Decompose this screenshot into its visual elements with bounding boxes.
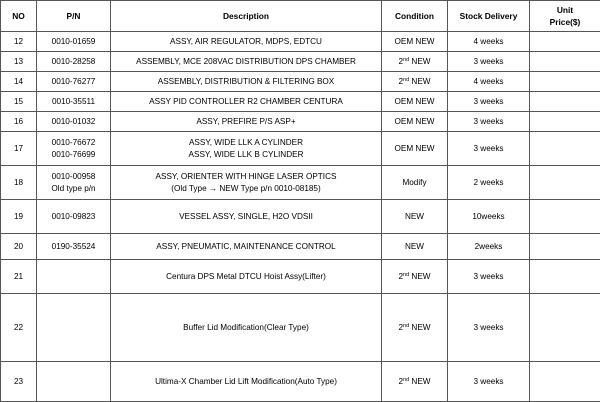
row-unit-price	[530, 112, 600, 132]
table-row	[1, 112, 600, 132]
row-stock-delivery: 3 weeks	[448, 52, 530, 72]
row-unit-price	[530, 260, 600, 294]
table-row	[1, 362, 600, 402]
row-unit-price	[530, 132, 600, 166]
row-no: 22	[1, 294, 37, 362]
row-no: 21	[1, 260, 37, 294]
table-row	[1, 260, 600, 294]
row-pn	[37, 294, 111, 362]
row-pn	[37, 362, 111, 402]
row-condition: OEM NEW	[382, 132, 448, 166]
row-pn	[37, 32, 111, 52]
row-pn-line-1: 0010-76277	[51, 76, 96, 86]
row-condition: NEW	[382, 200, 448, 234]
row-unit-price	[530, 32, 600, 52]
header-row	[1, 1, 600, 32]
col-no-header: NO	[1, 1, 37, 32]
row-description	[111, 166, 382, 200]
row-no: 19	[1, 200, 37, 234]
row-description-line-1: Centura DPS Metal DTCU Hoist Assy(Lifter)	[166, 271, 326, 281]
row-description	[111, 52, 382, 72]
row-description-line-1: ASSY, AIR REGULATOR, MDPS, EDTCU	[170, 36, 322, 46]
row-no: 15	[1, 92, 37, 112]
row-description-line-1: ASSEMBLY, DISTRIBUTION & FILTERING BOX	[157, 76, 335, 86]
row-description	[111, 362, 382, 402]
row-no: 13	[1, 52, 37, 72]
col-condition-header: Condition	[382, 1, 448, 32]
row-description-line-1: Ultima-X Chamber Lid Lift Modification(Auto Type)	[155, 376, 337, 386]
table-row	[1, 92, 600, 112]
row-condition: 2nd NEW	[382, 72, 448, 92]
row-condition: OEM NEW	[382, 32, 448, 52]
row-stock-delivery: 3 weeks	[448, 260, 530, 294]
row-description-line-1: ASSY, WIDE LLK A CYLINDER	[188, 137, 304, 147]
row-description-line-1: ASSY, PNEUMATIC, MAINTENANCE CONTROL	[156, 241, 336, 251]
row-description	[111, 260, 382, 294]
row-stock-delivery: 4 weeks	[448, 72, 530, 92]
row-stock-delivery: 3 weeks	[448, 132, 530, 166]
row-description-line-2: (Old Type → NEW Type p/n 0010-08185)	[171, 183, 321, 193]
row-description-line-1: ASSY, PREFIRE P/S ASP+	[196, 116, 296, 126]
row-description	[111, 200, 382, 234]
row-stock-delivery: 3 weeks	[448, 362, 530, 402]
row-no: 23	[1, 362, 37, 402]
row-pn	[37, 72, 111, 92]
table-row	[1, 200, 600, 234]
row-condition: NEW	[382, 234, 448, 260]
row-unit-price	[530, 92, 600, 112]
row-unit-price	[530, 52, 600, 72]
col-stock-delivery-header: Stock Delivery	[448, 1, 530, 32]
table-row	[1, 32, 600, 52]
row-no: 16	[1, 112, 37, 132]
row-unit-price	[530, 166, 600, 200]
row-pn-line-1: 0010-01032	[51, 116, 96, 126]
row-description-line-1: Buffer Lid Modification(Clear Type)	[183, 322, 309, 332]
row-description-line-1: VESSEL ASSY, SINGLE, H2O VDSII	[179, 211, 313, 221]
row-pn-line-1: 0010-28258	[51, 56, 96, 66]
col-description-header: Description	[111, 1, 382, 32]
row-stock-delivery: 2weeks	[448, 234, 530, 260]
row-description	[111, 92, 382, 112]
row-no: 18	[1, 166, 37, 200]
row-unit-price	[530, 72, 600, 92]
row-pn	[37, 200, 111, 234]
row-condition: OEM NEW	[382, 112, 448, 132]
row-description-line-1: ASSEMBLY, MCE 208VAC DISTRIBUTION DPS CHAMBER	[136, 56, 356, 66]
row-stock-delivery: 10weeks	[448, 200, 530, 234]
row-no: 12	[1, 32, 37, 52]
row-pn-line-1: 0010-00958	[51, 171, 96, 181]
row-pn-line-1: 0010-35511	[51, 96, 96, 106]
row-pn-line-2: Old type p/n	[51, 183, 96, 193]
row-pn-line-1: 0010-09823	[51, 211, 96, 221]
row-pn-line-1: 0010-76672	[51, 137, 96, 147]
row-pn	[37, 234, 111, 260]
table-body	[1, 32, 600, 402]
row-pn-line-1: 0010-01659	[51, 36, 96, 46]
row-stock-delivery: 2 weeks	[448, 166, 530, 200]
row-pn	[37, 166, 111, 200]
row-description-line-2: ASSY, WIDE LLK B CYLINDER	[188, 149, 304, 159]
row-pn	[37, 92, 111, 112]
row-condition: Modify	[382, 166, 448, 200]
row-condition: 2nd NEW	[382, 52, 448, 72]
row-condition: 2nd NEW	[382, 294, 448, 362]
row-description	[111, 112, 382, 132]
row-description	[111, 132, 382, 166]
col-pn-header: P/N	[37, 1, 111, 32]
row-description	[111, 294, 382, 362]
row-pn	[37, 112, 111, 132]
table-row	[1, 52, 600, 72]
row-description-line-1: ASSY PID CONTROLLER R2 CHAMBER CENTURA	[149, 96, 343, 106]
table-row	[1, 132, 600, 166]
row-stock-delivery: 3 weeks	[448, 294, 530, 362]
row-unit-price	[530, 294, 600, 362]
row-no: 14	[1, 72, 37, 92]
row-description	[111, 32, 382, 52]
table-row	[1, 72, 600, 92]
row-condition: 2nd NEW	[382, 260, 448, 294]
row-pn-line-1: 0190-35524	[51, 241, 96, 251]
row-description	[111, 234, 382, 260]
row-pn	[37, 132, 111, 166]
row-unit-price	[530, 362, 600, 402]
row-condition: OEM NEW	[382, 92, 448, 112]
table-row	[1, 234, 600, 260]
row-stock-delivery: 4 weeks	[448, 32, 530, 52]
row-description-line-1: ASSY, ORIENTER WITH HINGE LASER OPTICS	[155, 171, 337, 181]
table-row	[1, 294, 600, 362]
row-unit-price	[530, 200, 600, 234]
row-description	[111, 72, 382, 92]
row-no: 20	[1, 234, 37, 260]
row-stock-delivery: 3 weeks	[448, 92, 530, 112]
row-pn	[37, 52, 111, 72]
row-stock-delivery: 3 weeks	[448, 112, 530, 132]
col-unit-price-header: Unit Price($)	[530, 1, 600, 32]
row-no: 17	[1, 132, 37, 166]
row-unit-price	[530, 234, 600, 260]
row-condition: 2nd NEW	[382, 362, 448, 402]
row-pn-line-2: 0010-76699	[51, 149, 96, 159]
row-pn	[37, 260, 111, 294]
table-row	[1, 166, 600, 200]
